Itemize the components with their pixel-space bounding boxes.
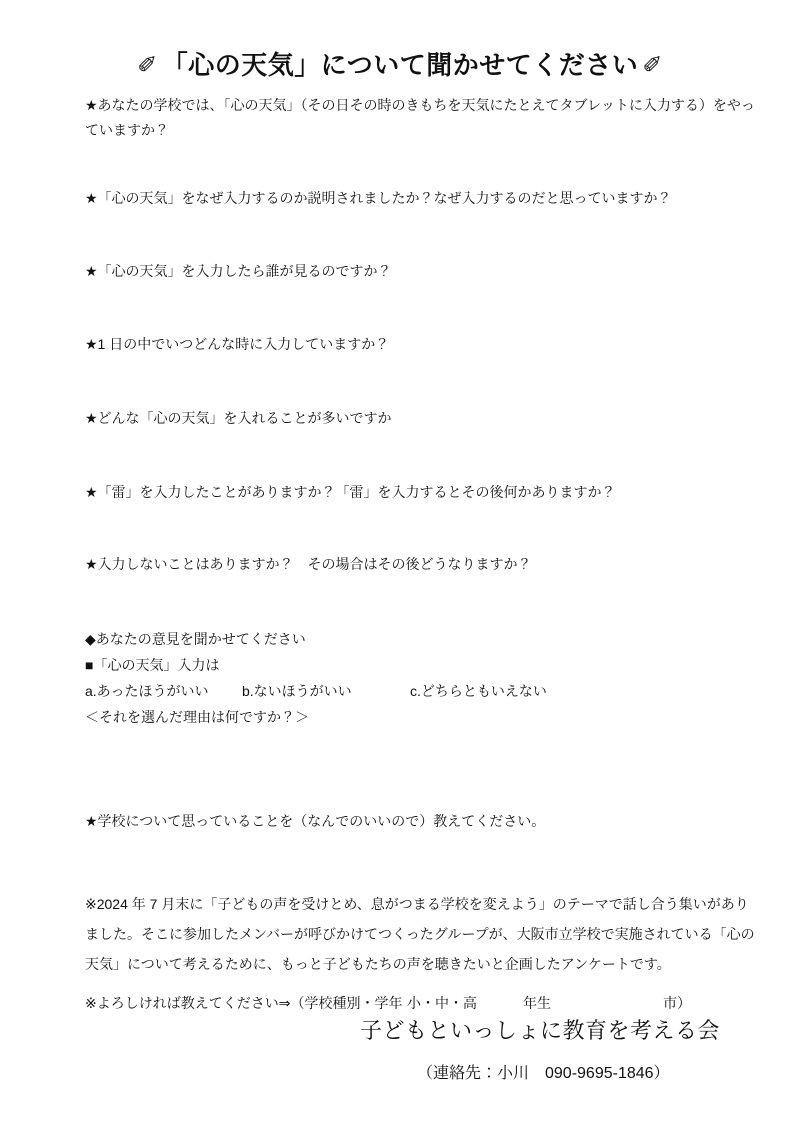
contact-info: （連絡先：小川 090-9695-1846） [417, 1065, 670, 1082]
organization-name: 子どもといっしょに教育を考える会 [359, 1018, 720, 1043]
question-school-uses-kokoro-tenki: ★あなたの学校では、「心の天気」（その日その時のきもちを天気にたとえてタブレットに入力する）をやっていますか？ [85, 97, 755, 138]
page-title [0, 44, 800, 87]
pencil-icon: ✐ [137, 52, 158, 79]
opinion-subheading: ■「心の天気」入力は [85, 657, 220, 673]
option-c-label: c.どちらともいえない [410, 683, 547, 699]
page-title-text: 「心の天気」について聞かせてください [161, 50, 639, 80]
school-type-choices: 小・中・高 [407, 995, 477, 1011]
school-info-line [85, 991, 759, 1016]
question-when-input: ★1 日の中でいつどんな時に入力していますか？ [85, 336, 390, 352]
question-why-input-explained: ★「心の天気」をなぜ入力するのか説明されましたか？なぜ入力するのだと思っていますか？ [85, 190, 672, 206]
pencil-icon: ✐ [642, 52, 663, 79]
opinion-section [85, 626, 759, 730]
question-which-weather-often: ★どんな「心の天気」を入れることが多いですか [85, 410, 392, 426]
grade-label: 年生 [523, 995, 551, 1011]
opinion-options-row [85, 678, 759, 704]
question-thoughts-about-school: ★学校について思っていることを（なんでのいいので）教えてください。 [85, 813, 546, 829]
opinion-heading: ◆あなたの意見を聞かせてください [85, 631, 306, 647]
option-a-label: a.あったほうがいい [85, 683, 209, 699]
question-who-sees-input: ★「心の天気」を入力したら誰が見るのですか？ [85, 263, 392, 279]
school-info-prompt: ※よろしければ教えてください⇒（学校種別・学年 [85, 995, 403, 1011]
option-b-label: b.ないほうがいい [242, 683, 352, 699]
opinion-reason-prompt: ＜それを選んだ理由は何ですか？＞ [85, 709, 309, 725]
background-note: ※2024 年 7 月末に「子どもの声を受けとめ、息がつまる学校を変えよう」のテーマで話し合う集いがありました。そこに参加したメンバーが呼びかけてつくったグループが、大阪市立学校で実施されている「心の天気」について考えるために、もっと子どもたちの声を聴きたいと企画したアンケートです。 [85, 896, 755, 972]
question-thunder-input: ★「雷」を入力したことがありますか？「雷」を入力するとその後何かありますか？ [85, 484, 616, 500]
city-label: 市） [663, 995, 691, 1011]
question-not-inputting: ★入力しないことはありますか？ その場合はその後どうなりますか？ [85, 556, 532, 572]
